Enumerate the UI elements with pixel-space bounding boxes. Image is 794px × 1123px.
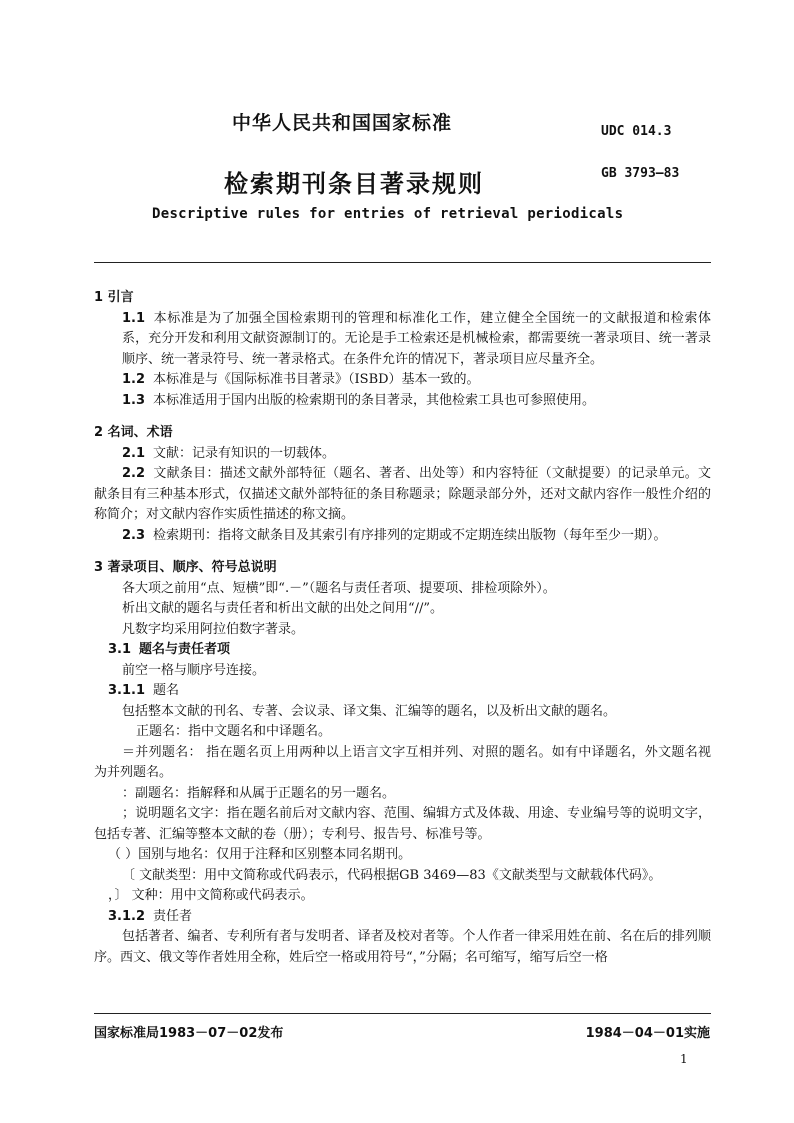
clause-2-3 [94,526,711,547]
general-note-2: 析出文献的题名与责任者和析出文献的出处之间用“//”。 [122,601,444,616]
clause-1-3 [94,391,711,412]
clause-number: 3.1 [108,642,132,657]
section-2-heading: 2 名词、术语 [94,425,173,440]
clause-text: 本标准是与《国际标准书目著录》（ISBD）基本一致的。 [153,372,480,387]
section-1-heading: 1 引言 [94,290,134,305]
clause-number: 1.3 [122,392,146,408]
clause-number: 2.1 [122,445,146,461]
section-3-heading: 3 著录项目、顺序、符号总说明 [94,560,277,575]
clause-number: 1.2 [122,372,146,387]
top-divider [94,262,711,263]
title-statement: ；说明题名文字：指在题名前后对文献内容、范围、编辑方式及体裁、用途、专业编号等的说明文字，包括专著、汇编等整本文献的卷（册）；专利号、报告号、标准号等。 [94,806,711,842]
subtitle: ：副题名：指解释和从属于正题名的另一题名。 [122,785,396,801]
udc-code: UDC 014.3 [601,124,672,139]
clause-number: 3.1.1 [108,683,146,698]
responsibility-text: 包括著者、编者、专利所有者与发明者、译者及校对者等。个人作者一律采用姓在前、名在后的排列顺序。西文、俄文等作者姓用全称，姓后空一格或用符号“，”分隔；名可缩写，缩写后空一格 [94,929,711,965]
title-scope: 包括整本文献的刊名、专著、会议录、译文集、汇编等的题名，以及析出文献的题名。 [122,703,617,719]
clause-title: 责任者 [153,908,193,924]
page-title: 检索期刊条目著录规则 [224,170,484,198]
clause-text: 文献条目：描述文献外部特征（题名、著者、出处等）和内容特征（文献提要）的记录单元。文献条目有三种基本形式，仅描述文献外部特征的条目称题录；除题录部分外，还对文献内容作一般性介绍的称简介；对文献内容作实质性描述的称文摘。 [94,466,711,522]
clause-number: 3.1.2 [108,908,146,924]
clause-number: 2.3 [122,527,146,543]
language: ，〕 文种：用中文简称或代码表示。 [108,888,314,903]
clause-2-2 [94,464,711,526]
clause-text: 检索期刊：指将文献条目及其索引有序排列的定期或不定期连续出版物（每年至少一期）。 [153,527,667,543]
issue-date: 国家标准局1983－07－02发布 [94,1026,284,1041]
standard-code: GB 3793—83 [601,166,680,181]
proper-title: 正题名：指中文题名和中译题名。 [136,724,332,739]
clause-1-2 [94,370,711,391]
clause-number: 1.1 [122,310,146,326]
country-place: （ ）国别与地名：仅用于注释和区别整本同名期刊。 [108,847,412,862]
bottom-divider [94,1013,711,1014]
clause-text: 本标准适用于国内出版的检索期刊的条目著录，其他检索工具也可参照使用。 [153,392,596,408]
clause-text: 文献：记录有知识的一切载体。 [153,445,336,461]
effective-date: 1984－04－01实施 [585,1026,710,1041]
clause-3-1-1 [94,681,711,702]
clause-title: 题名与责任者项 [139,642,231,657]
clause-2-1 [94,444,711,465]
document-body [94,288,711,968]
clause-1-1 [94,309,711,371]
clause-text: 本标准是为了加强全国检索期刊的管理和标准化工作，建立健全全国统一的文献报道和检索体系，充分开发和利用文献资源制订的。无论是手工检索还是机械检索，都需要统一著录项目、统一著录顺序、统一著录符号、统一著录格式。在条件允许的情况下，著录项目应尽量齐全。 [122,310,711,367]
page-number: 1 [680,1052,688,1066]
parallel-title: ＝并列题名： 指在题名页上用两种以上语言文字互相并列、对照的题名。如有中译题名，外文题名视为并列题名。 [94,744,711,780]
clause-number: 2.2 [122,466,146,481]
clause-3-1-2 [94,907,711,928]
clause-3-1 [94,640,711,661]
english-title: Descriptive rules for entries of retrieval periodicals [152,206,624,222]
general-note-3: 凡数字均采用阿拉伯数字著录。 [122,621,305,637]
general-note-1: 各大项之前用“点、短横”即“.－”（题名与责任者项、提要项、排检项除外）。 [122,580,556,596]
clause-title: 题名 [153,683,180,698]
issuing-country-standard: 中华人民共和国国家标准 [232,112,453,134]
document-type: 〔 文献类型：用中文简称或代码表示，代码根据GB 3469—83《文献类型与文献载体代码》。 [122,867,662,883]
clause-3-1-text: 前空一格与顺序号连接。 [122,662,266,678]
